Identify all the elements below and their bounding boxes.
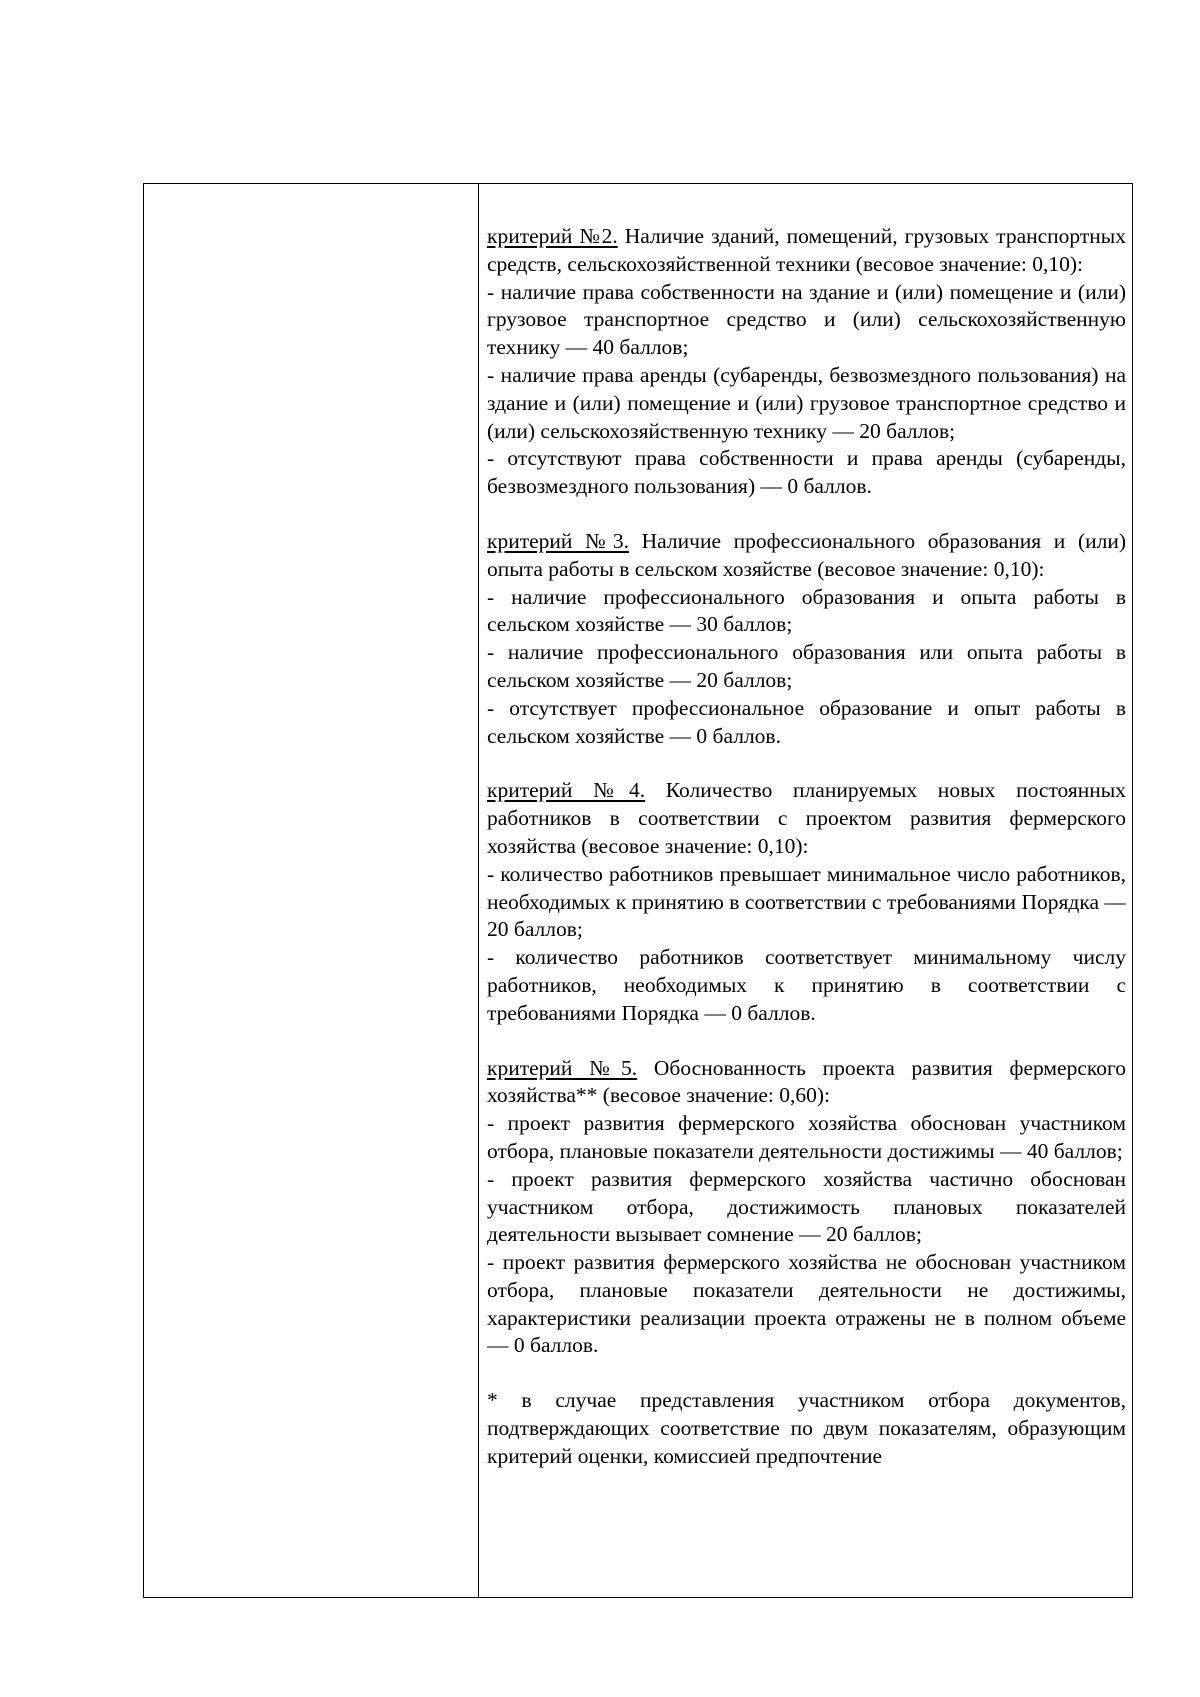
criteria-cell: [487, 223, 1126, 1593]
criterion-2-heading: [487, 223, 1126, 279]
criterion-5-item-3: - проект развития фермерского хозяйства не обоснован участником отбора, плановые показатели деятельности не достижимы, характеристики реализации проекта отражены не в полном объеме — 0 баллов.: [487, 1250, 1126, 1358]
criterion-5: [487, 1055, 1126, 1361]
criterion-2-label: критерий №2.: [487, 224, 618, 248]
criterion-3-item-3: - отсутствует профессиональное образование и опыт работы в сельском хозяйстве — 0 баллов.: [487, 695, 1126, 748]
criterion-5-title: Обоснованность проекта развития фермерского хозяйства** (весовое значение: 0,60):: [487, 1055, 1126, 1108]
criteria-table: [143, 183, 1133, 1598]
criterion-5-item-2: - проект развития фермерского хозяйства частично обоснован участником отбора, достижимость плановых показателей деятельности вызывает сомнение — 20 баллов;: [487, 1166, 1126, 1247]
left-empty-cell: [144, 184, 478, 1597]
criterion-3-heading: [487, 528, 1126, 584]
criterion-5-heading: [487, 1055, 1126, 1111]
criterion-5-label: критерий №5.: [487, 1055, 638, 1080]
criterion-4-title: Количество планируемых новых постоянных работников в соответствии с проектом развития фермерского хозяйства (весовое значение: 0,10):: [487, 778, 1126, 858]
criterion-4-heading: [487, 777, 1126, 860]
criterion-5-item-1: - проект развития фермерского хозяйства обоснован участником отбора, плановые показатели деятельности достижимы — 40 баллов;: [487, 1111, 1126, 1163]
criterion-2-title: Наличие зданий, помещений, грузовых транспортных средств, сельскохозяйственной техники (весовое значение: 0,10):: [487, 224, 1126, 276]
criterion-4-item-2: - количество работников соответствует минимальному числу работников, необходимых к принятию в соответствии с требованиями Порядка — 0 баллов.: [487, 945, 1126, 1025]
criterion-4: [487, 777, 1126, 1027]
criterion-2-item-1: - наличие права собственности на здание и (или) помещение и (или) грузовое транспортное средство и (или) сельскохозяйственную технику — 40 баллов;: [487, 279, 1126, 360]
criterion-3: [487, 528, 1126, 750]
criterion-2-item-3: - отсутствуют права собственности и права аренды (субаренды, безвозмездного пользования) — 0 баллов.: [487, 446, 1126, 499]
criterion-3-item-1: - наличие профессионального образования и опыта работы в сельском хозяйстве — 30 баллов;: [487, 584, 1126, 637]
criterion-3-label: критерий №3.: [487, 528, 629, 553]
footnote: [487, 1387, 1126, 1470]
criterion-2-item-2: - наличие права аренды (субаренды, безвозмездного пользования) на здание и (или) помещение и (или) грузовое транспортное средство и (или) сельскохозяйственную технику — 20 баллов;: [487, 362, 1126, 443]
column-divider: [478, 184, 479, 1597]
criterion-2: [487, 223, 1126, 501]
criterion-3-title: Наличие профессионального образования и (или) опыта работы в сельском хозяйстве (весовое значение: 0,10):: [487, 528, 1126, 581]
criterion-3-item-2: - наличие профессионального образования или опыта работы в сельском хозяйстве — 20 баллов;: [487, 640, 1126, 692]
footnote-text: * в случае представления участником отбора документов, подтверждающих соответствие по двум показателям, образующим критерий оценки, комиссией предпочтение: [487, 1388, 1126, 1468]
criterion-4-item-1: - количество работников превышает минимальное число работников, необходимых к принятию в соответствии с требованиями Порядка — 20 баллов;: [487, 861, 1126, 942]
criterion-4-label: критерий №4.: [487, 778, 646, 803]
